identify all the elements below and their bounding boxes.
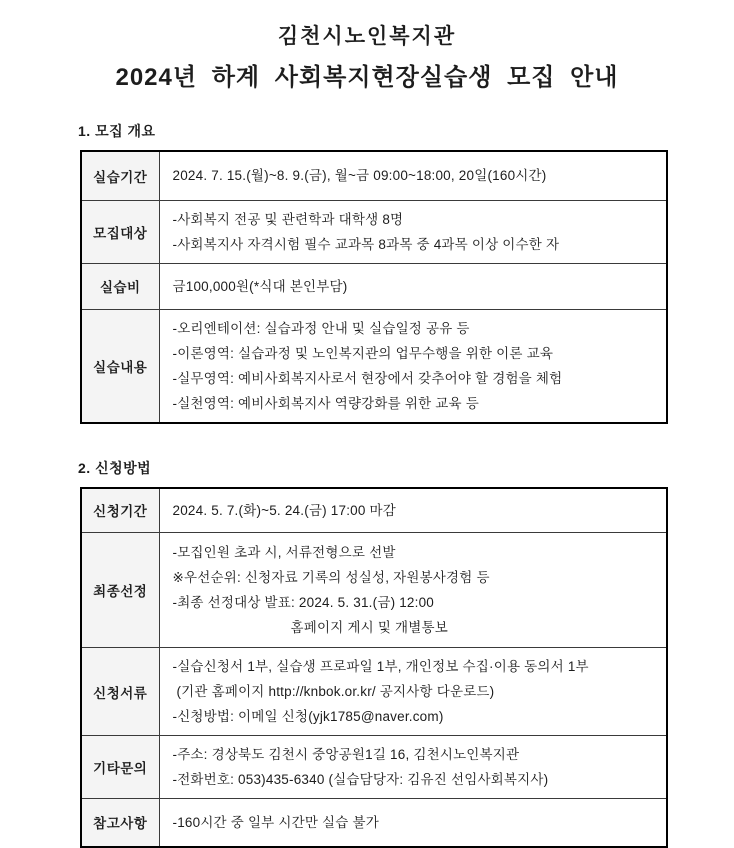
cell-notes bbox=[159, 799, 667, 847]
cell-internship-period bbox=[159, 151, 667, 200]
label-recruitment-target: 모집대상 bbox=[81, 200, 159, 263]
cell-final-selection bbox=[159, 533, 667, 648]
text-line: ※우선순위: 신청자료 기록의 성실성, 자원봉사경험 등 bbox=[172, 570, 490, 585]
table-row bbox=[81, 533, 667, 648]
label-other-inquiries: 기타문의 bbox=[81, 736, 159, 799]
section-2-heading: 2. 신청방법 bbox=[78, 459, 152, 476]
text-line: -이론영역: 실습과정 및 노인복지관의 업무수행을 위한 이론 교육 bbox=[172, 345, 554, 361]
text-line: -최종 선정대상 발표: 2024. 5. 31.(금) 12:00 bbox=[172, 595, 435, 610]
recruitment-overview-table bbox=[80, 150, 668, 424]
table-row bbox=[81, 151, 667, 200]
cell-application-documents bbox=[159, 648, 667, 736]
cell-internship-content bbox=[159, 309, 667, 423]
label-internship-period: 실습기간 bbox=[81, 151, 159, 200]
label-final-selection: 최종선정 bbox=[81, 533, 159, 648]
text-line: -오리엔테이션: 실습과정 안내 및 실습일정 공유 등 bbox=[172, 320, 470, 336]
application-method-table bbox=[80, 487, 668, 848]
text-line: 2024. 7. 15.(월)~8. 9.(금), 월~금 09:00~18:00, 20일(160시간) bbox=[172, 168, 547, 184]
text-line: -160시간 중 일부 시간만 실습 불가 bbox=[172, 814, 379, 830]
table-row bbox=[81, 648, 667, 736]
label-internship-content: 실습내용 bbox=[81, 309, 159, 423]
table-row bbox=[81, 263, 667, 309]
text-line: -주소: 경상북도 김천시 중앙공원1길 16, 김천시노인복지관 bbox=[172, 747, 520, 762]
text-line: -모집인원 초과 시, 서류전형으로 선발 bbox=[172, 545, 396, 560]
cell-other-inquiries bbox=[159, 736, 667, 799]
section-1-heading: 1. 모집 개요 bbox=[78, 123, 156, 139]
text-line: -사회복지 전공 및 관련학과 대학생 8명 bbox=[172, 211, 404, 227]
text-line: (기관 홈페이지 http://knbok.or.kr/ 공지사항 다운로드) bbox=[172, 684, 495, 699]
label-application-period: 신청기간 bbox=[81, 488, 159, 533]
table-row bbox=[81, 736, 667, 799]
text-line: -실습신청서 1부, 실습생 프로파일 1부, 개인정보 수집·이용 동의서 1부 bbox=[172, 659, 589, 674]
text-line: -전화번호: 053)435-6340 (실습담당자: 김유진 선임사회복지사) bbox=[172, 772, 549, 787]
table-row bbox=[81, 200, 667, 263]
text-line: 2024. 5. 7.(화)~5. 24.(금) 17:00 마감 bbox=[172, 502, 396, 518]
text-line: 홈페이지 게시 및 개별통보 bbox=[290, 620, 449, 635]
table-row bbox=[81, 799, 667, 847]
cell-application-period bbox=[159, 488, 667, 533]
table-row bbox=[81, 488, 667, 533]
text-line: -사회복지사 자격시험 필수 교과목 8과목 중 4과목 이상 이수한 자 bbox=[172, 236, 560, 252]
text-line: -실천영역: 예비사회복지사 역량강화를 위한 교육 등 bbox=[172, 395, 479, 411]
label-application-documents: 신청서류 bbox=[81, 648, 159, 736]
page-subtitle: 2024년 하계 사회복지현장실습생 모집 안내 bbox=[115, 64, 619, 91]
cell-recruitment-target bbox=[159, 200, 667, 263]
page-title: 김천시노인복지관 bbox=[277, 25, 457, 48]
label-internship-fee: 실습비 bbox=[81, 263, 159, 309]
text-line: -실무영역: 예비사회복지사로서 현장에서 갖추어야 할 경험을 체험 bbox=[172, 370, 563, 386]
text-line: 금100,000원(*식대 본인부담) bbox=[172, 278, 348, 294]
text-line: -신청방법: 이메일 신청(yjk1785@naver.com) bbox=[172, 709, 444, 724]
cell-internship-fee bbox=[159, 263, 667, 309]
table-row bbox=[81, 309, 667, 423]
label-notes: 참고사항 bbox=[81, 799, 159, 847]
